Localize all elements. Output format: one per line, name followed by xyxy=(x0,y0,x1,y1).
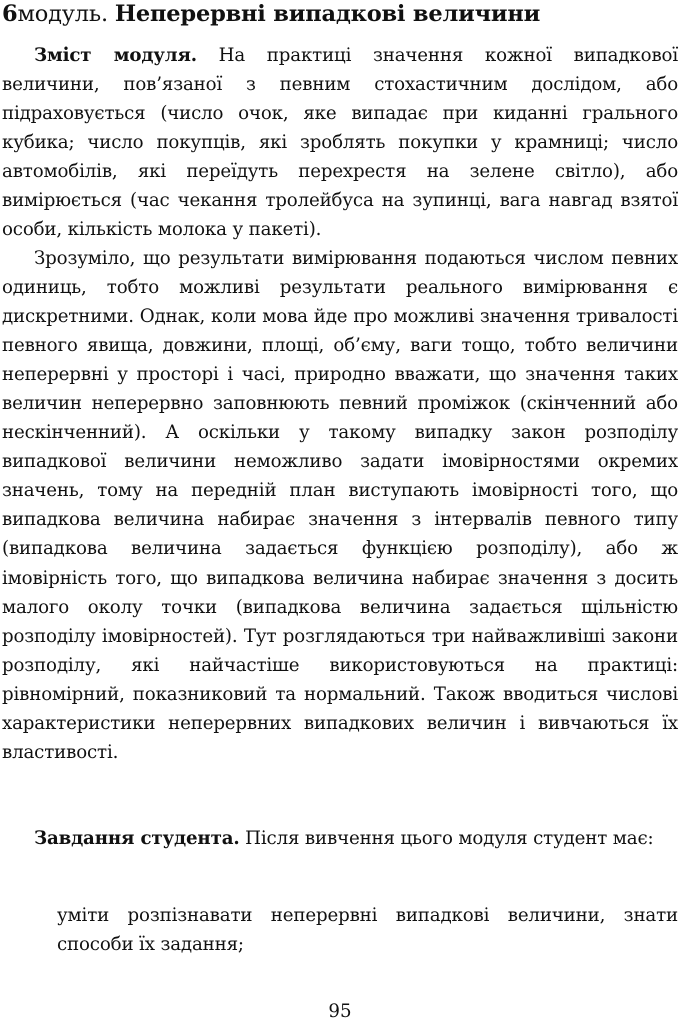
module-word: модуль. xyxy=(17,1,108,27)
module-content-text: На практиці значення кожної випадкової величини, пов’язаної з певним стохастичним дослідом, або підраховується (число очок, яке випадає при киданні грального кубика; число покупців, які зроблять покупки у крамниці; число автомобілів, які переїдуть перехрестя на зелене світло), або вимірюється (час чекання тролейбуса на зупинці, вага навгад взятої особи, кількість молока у пакеті). xyxy=(2,45,679,241)
continuous-values-paragraph xyxy=(2,244,678,767)
module-number: 6 xyxy=(2,1,18,27)
module-title: Неперервні випадкові величини xyxy=(114,1,541,27)
module-content-label: Зміст модуля. xyxy=(34,45,197,66)
module-heading xyxy=(2,0,678,28)
page-number: 95 xyxy=(328,1001,352,1022)
continuous-values-text: Зрозуміло, що результати вимірювання подаються числом певних одиниць, тобто можливі результати реального вимірювання є дискретними. Однак, коли мова йде про можливі значення тривалості певного явища, довжини, площі, об’єму, ваги тощо, тобто величини неперервні у просторі і часі, природно вважати, що значення таких величин неперервно заповнюють певний проміжок (скінченний або нескінченний). А оскільки у такому випадку закон розподілу випадкової величини неможливо задати імовірностями окремих значень, тому на передній план виступають імовірності того, що випадкова величина набирає значення з інтервалів певного типу (випадкова величина задається функцією розподілу), або ж імовірність того, що випадкова величина набирає значення з досить малого околу точки (випадкова величина задається щільністю розподілу імовірностей). Тут розглядаються три найважливіші закони розподілу, які найчастіше використовуються на практиці: рівномірний, показниковий та нормальний. Також вводиться числові характеристики неперервних випадкових величин і вивчаються їх властивості. xyxy=(2,248,678,763)
task-list-item: уміти розпізнавати неперервні випадкові величини, знати способи їх задання; xyxy=(57,905,678,955)
student-task-paragraph xyxy=(2,824,678,853)
student-task-text: Після вивчення цього модуля студент має: xyxy=(245,828,654,849)
module-content-paragraph xyxy=(2,41,678,244)
student-task-label: Завдання студента. xyxy=(34,828,240,849)
